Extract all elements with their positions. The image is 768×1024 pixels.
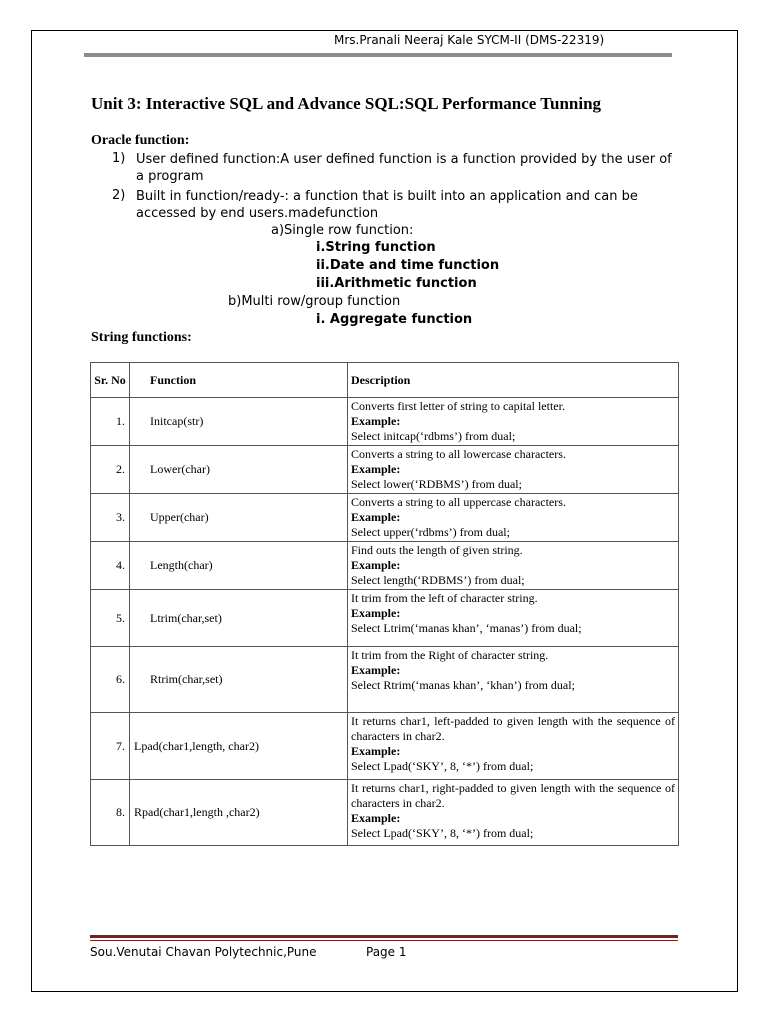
row-function: Lower(char) bbox=[130, 446, 348, 494]
example-query: Select upper(‘rdbms’) from dual; bbox=[351, 525, 510, 539]
example-label: Example: bbox=[351, 744, 401, 758]
example-label: Example: bbox=[351, 510, 401, 524]
row-function: Rpad(char1,length ,char2) bbox=[130, 780, 348, 846]
row-description bbox=[348, 590, 679, 647]
single-row-function-label: a)Single row function: bbox=[271, 223, 414, 238]
row-description bbox=[348, 647, 679, 713]
row-sr-no: 1. bbox=[91, 398, 130, 446]
row-description bbox=[348, 542, 679, 590]
row-sr-no: 3. bbox=[91, 494, 130, 542]
example-query: Select length(‘RDBMS’) from dual; bbox=[351, 573, 525, 587]
list-item-number-2: 2) bbox=[112, 188, 126, 203]
description-text: Find outs the length of given string. bbox=[351, 543, 523, 557]
row-function: Upper(char) bbox=[130, 494, 348, 542]
table-row bbox=[91, 590, 679, 647]
footer-rule-thin bbox=[90, 940, 678, 941]
row-sr-no: 8. bbox=[91, 780, 130, 846]
multi-row-function-label: b)Multi row/group function bbox=[228, 294, 401, 309]
example-query: Select Lpad(‘SKY’, 8, ‘*’) from dual; bbox=[351, 759, 534, 773]
arithmetic-function-item: iii.Arithmetic function bbox=[316, 276, 477, 291]
aggregate-function-item: i. Aggregate function bbox=[316, 312, 473, 327]
example-label: Example: bbox=[351, 414, 401, 428]
oracle-function-heading: Oracle function: bbox=[91, 133, 190, 148]
row-sr-no: 2. bbox=[91, 446, 130, 494]
row-description bbox=[348, 780, 679, 846]
string-functions-heading: String functions: bbox=[91, 330, 192, 345]
row-sr-no: 6. bbox=[91, 647, 130, 713]
row-function: Ltrim(char,set) bbox=[130, 590, 348, 647]
example-label: Example: bbox=[351, 558, 401, 572]
row-sr-no: 5. bbox=[91, 590, 130, 647]
row-description bbox=[348, 713, 679, 780]
row-description bbox=[348, 446, 679, 494]
table-header-row bbox=[91, 363, 679, 398]
row-description bbox=[348, 494, 679, 542]
row-description bbox=[348, 398, 679, 446]
row-function: Lpad(char1,length, char2) bbox=[130, 713, 348, 780]
footer-page-number: Page 1 bbox=[366, 945, 407, 959]
example-query: Select Rtrim(‘manas khan’, ‘khan’) from dual; bbox=[351, 678, 575, 692]
example-label: Example: bbox=[351, 811, 401, 825]
example-query: Select lower(‘RDBMS’) from dual; bbox=[351, 477, 522, 491]
header-function: Function bbox=[130, 363, 348, 398]
row-sr-no: 7. bbox=[91, 713, 130, 780]
string-functions-table bbox=[90, 362, 679, 846]
list-item-text-2: Built in function/ready-: a function that is built into an application and can be accessed by end users.madefunction bbox=[136, 189, 638, 221]
document-title: Unit 3: Interactive SQL and Advance SQL:SQL Performance Tunning bbox=[91, 94, 602, 113]
example-label: Example: bbox=[351, 606, 401, 620]
header-rule bbox=[84, 53, 672, 57]
header-sr-no: Sr. No bbox=[91, 363, 130, 398]
row-function: Initcap(str) bbox=[130, 398, 348, 446]
row-function: Length(char) bbox=[130, 542, 348, 590]
table-row bbox=[91, 494, 679, 542]
description-text: It returns char1, right-padded to given length with the sequence of characters in char2. bbox=[351, 781, 675, 810]
list-item-text-1: User defined function:A user defined function is a function provided by the user of a program bbox=[136, 152, 672, 184]
row-sr-no: 4. bbox=[91, 542, 130, 590]
table-row bbox=[91, 398, 679, 446]
list-item-number-1: 1) bbox=[112, 151, 126, 166]
example-query: Select Ltrim(‘manas khan’, ‘manas’) from dual; bbox=[351, 621, 582, 635]
description-text: Converts a string to all lowercase characters. bbox=[351, 447, 566, 461]
table-row bbox=[91, 647, 679, 713]
description-text: It trim from the Right of character string. bbox=[351, 648, 549, 662]
row-function: Rtrim(char,set) bbox=[130, 647, 348, 713]
example-query: Select Lpad(‘SKY’, 8, ‘*’) from dual; bbox=[351, 826, 534, 840]
header-description: Description bbox=[348, 363, 679, 398]
description-text: Converts a string to all uppercase characters. bbox=[351, 495, 566, 509]
footer-rule bbox=[90, 935, 678, 938]
table-row bbox=[91, 542, 679, 590]
date-time-function-item: ii.Date and time function bbox=[316, 258, 500, 273]
description-text: Converts first letter of string to capital letter. bbox=[351, 399, 565, 413]
example-query: Select initcap(‘rdbms’) from dual; bbox=[351, 429, 516, 443]
table-row bbox=[91, 446, 679, 494]
footer-institute: Sou.Venutai Chavan Polytechnic,Pune bbox=[90, 945, 317, 959]
string-function-item: i.String function bbox=[316, 240, 436, 255]
example-label: Example: bbox=[351, 462, 401, 476]
example-label: Example: bbox=[351, 663, 401, 677]
table-row bbox=[91, 780, 679, 846]
description-text: It returns char1, left-padded to given length with the sequence of characters in char2. bbox=[351, 714, 675, 743]
table-row bbox=[91, 713, 679, 780]
page-header-author: Mrs.Pranali Neeraj Kale SYCM-II (DMS-22319) bbox=[334, 33, 605, 47]
description-text: It trim from the left of character string. bbox=[351, 591, 538, 605]
